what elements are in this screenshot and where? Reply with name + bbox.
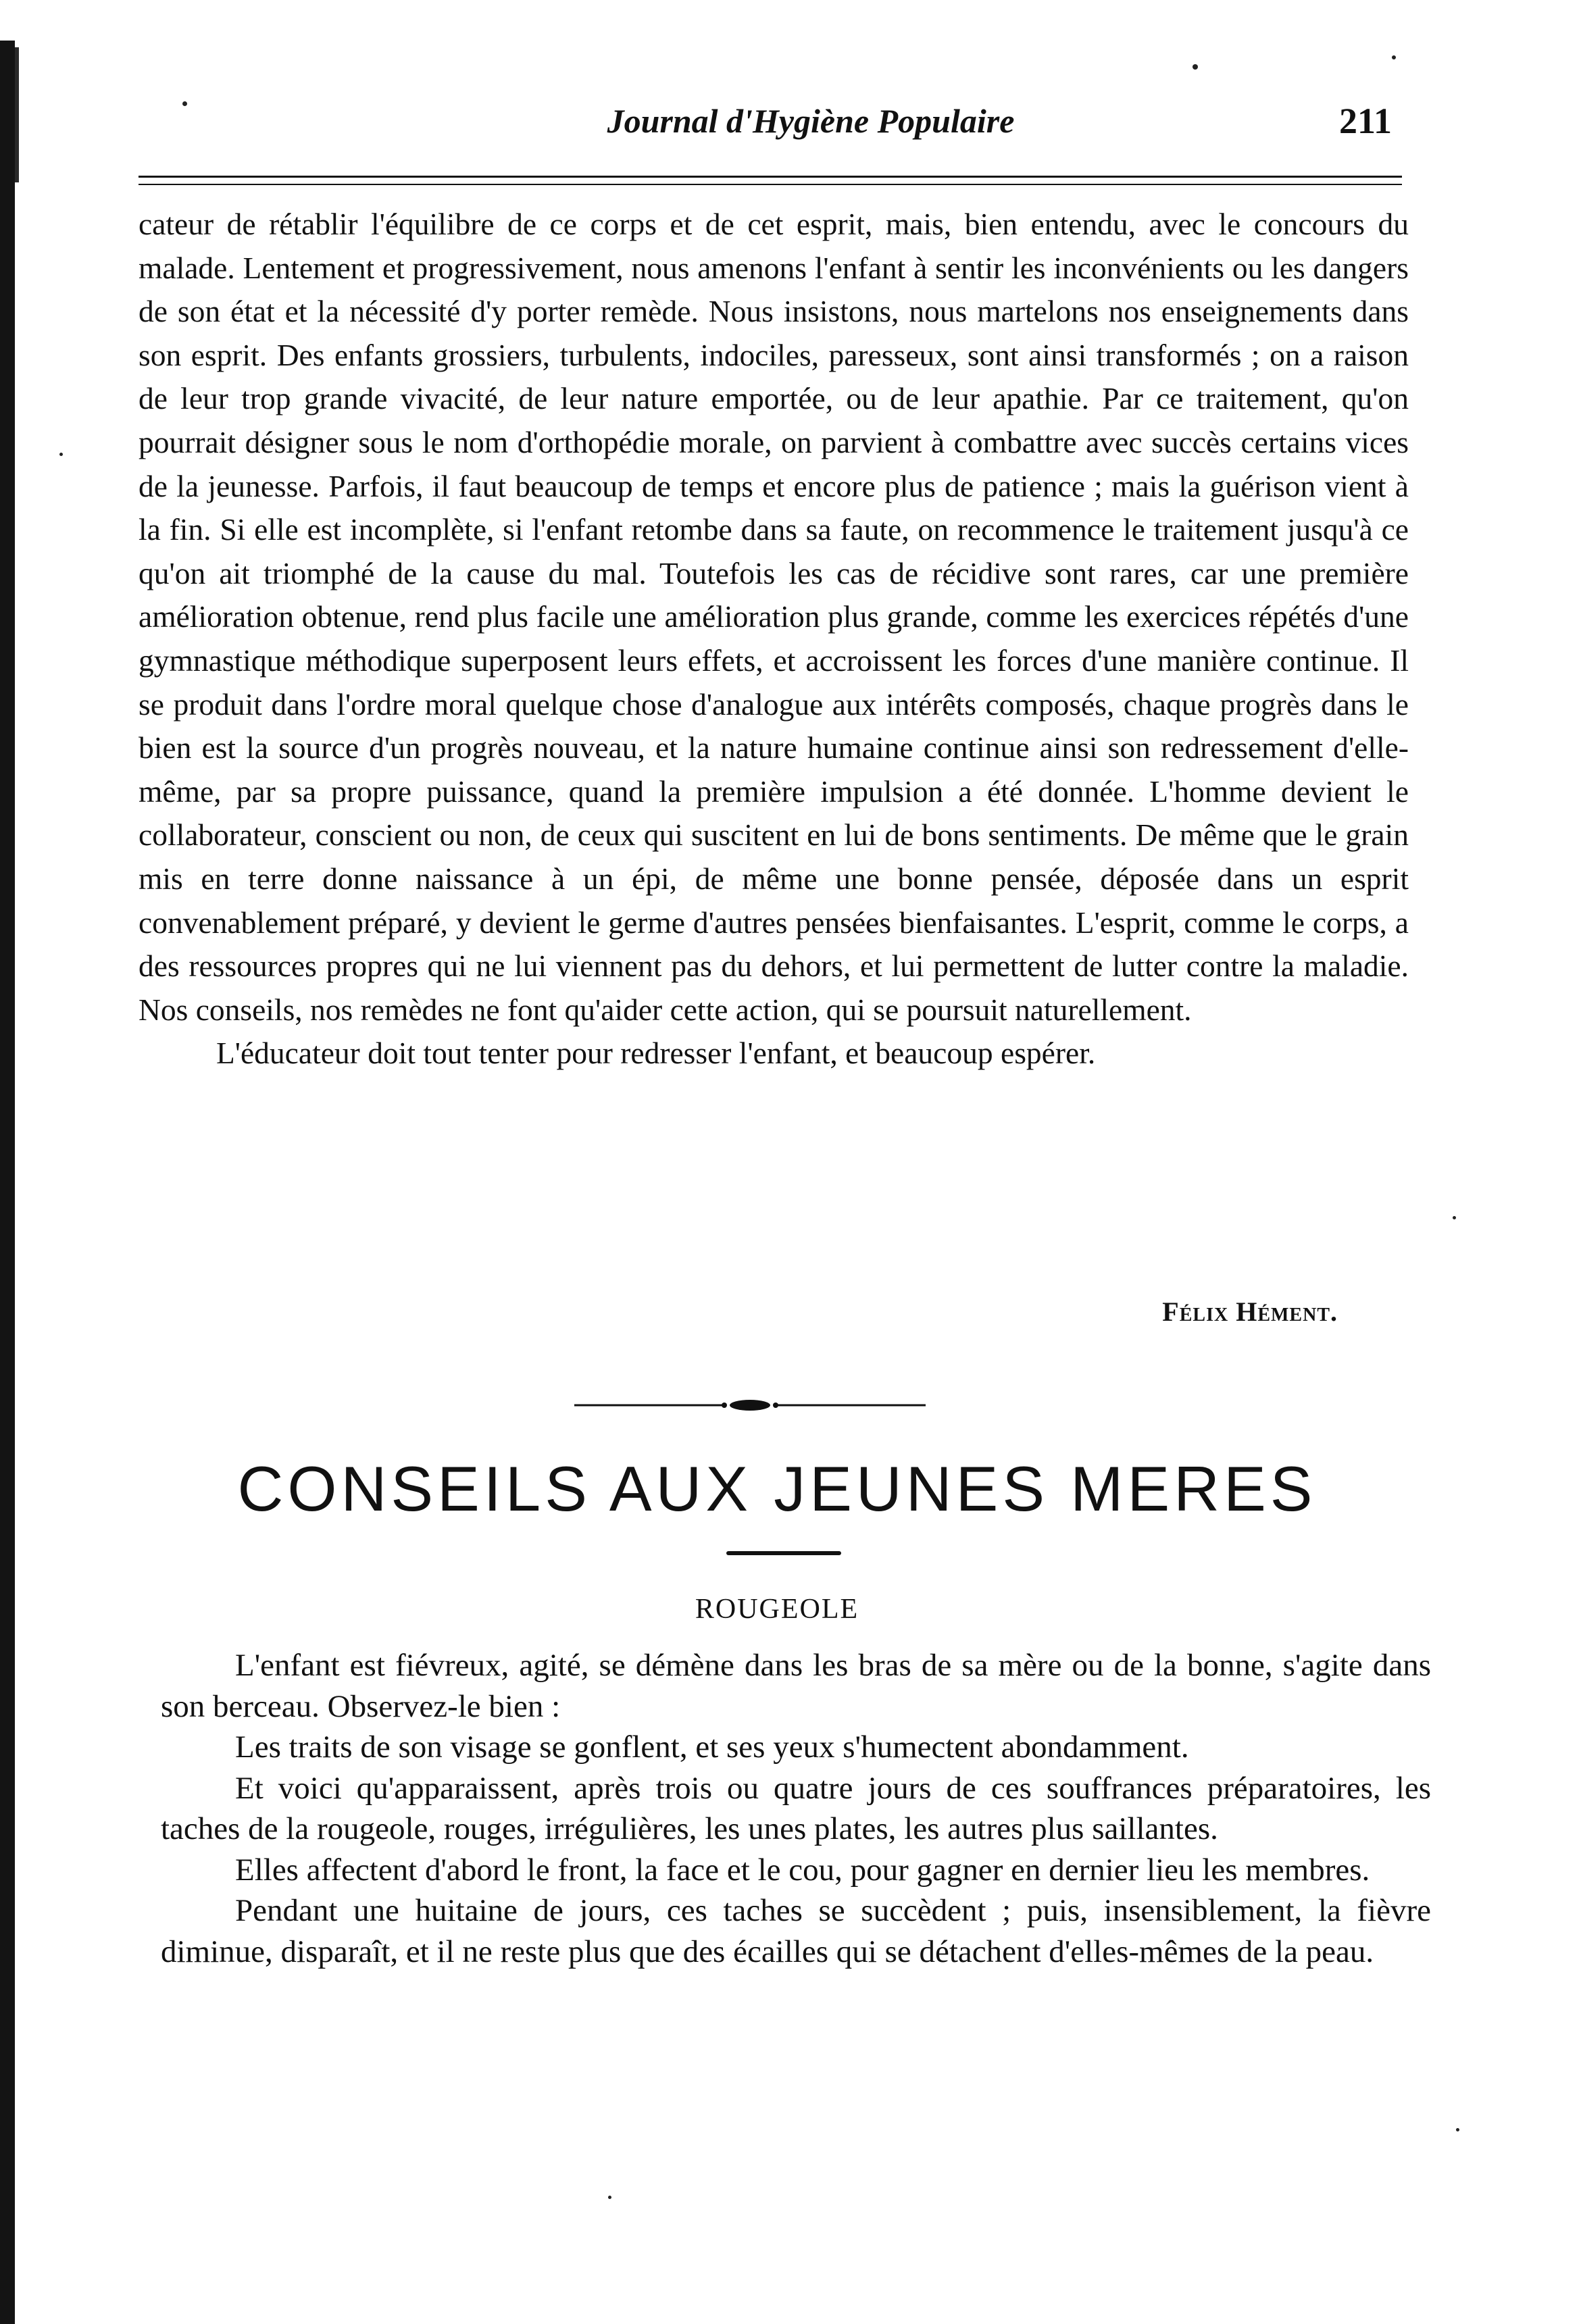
running-head bbox=[135, 95, 1412, 155]
section-paragraph: Elles affectent d'abord le front, la face et le cou, pour gagner en dernier lieu les membres. bbox=[235, 1852, 1370, 1888]
section-title: CONSEILS AUX JEUNES MERES bbox=[237, 1453, 1317, 1524]
subsection-title: ROUGEOLE bbox=[695, 1594, 859, 1625]
page-binding-edge bbox=[0, 41, 15, 2324]
article-continued-text bbox=[139, 203, 1409, 1076]
page-binding-shadow bbox=[15, 47, 19, 182]
print-speck bbox=[1392, 55, 1396, 59]
print-speck bbox=[608, 2196, 611, 2199]
section-paragraph: Les traits de son visage se gonflent, et ses yeux s'humectent abondamment. bbox=[235, 1729, 1189, 1765]
article-paragraph: L'éducateur doit tout tenter pour redresser l'enfant, et beaucoup espérer. bbox=[216, 1036, 1096, 1071]
section-paragraph: Et voici qu'apparaissent, après trois ou quatre jours de ces souffrances préparatoires, les taches de la rougeole, rouges, irrégulières, les unes plates, les autres plus saillantes. bbox=[161, 1770, 1431, 1846]
article-paragraph: cateur de rétablir l'équilibre de ce corps et de cet esprit, mais, bien entendu, avec le concours du malade. Lentement et progressivement, nous amenons l'enfant à sentir les inconvénients ou les dangers de son état et la nécessité d'y porter remède. Nous insistons, nous martelons nos enseignements dans son esprit. Des enfants grossiers, turbulents, indociles, paresseux, sont ainsi transformés ; on a raison de leur trop grande vivacité, de leur nature emportée, ou de leur apathie. Par ce traitement, qu'on pourrait désigner sous le nom d'orthopédie morale, on parvient à combattre avec succès certains vices de la jeunesse. Parfois, il faut beaucoup de temps et encore plus de patience ; mais la guérison vient à la fin. Si elle est incomplète, si l'enfant retombe dans sa faute, on recommence le traitement jusqu'à ce qu'on ait triomphé de la cause du mal. Toutefois les cas de récidive sont rares, car une première amélioration obtenue, rend plus facile une amélioration plus grande, comme les exercices répétés d'une gymnastique méthodique superposent leurs effets, et accroissent les forces d'une manière continue. Il se produit dans l'ordre moral quelque chose d'analogue aux intérêts composés, chaque progrès dans le bien est la source d'un progrès nouveau, et la nature humaine continue ainsi son redressement d'elle-même, par sa propre puissance, quand la première impulsion a été donnée. L'homme devient le collaborateur, conscient ou non, de ceux qui suscitent en lui de bons sentiments. De même que le grain mis en terre donne naissance à un épi, de même une bonne pensée, déposée dans un esprit convenablement préparé, y devient le germe d'autres pensées bienfaisantes. L'esprit, comme le corps, a des ressources propres qui ne lui viennent pas du dehors, et lui permettent de lutter contre la maladie. Nos conseils, nos remèdes ne font qu'aider cette action, qui se poursuit naturellement. bbox=[139, 207, 1409, 1027]
page-number: 211 bbox=[1338, 101, 1392, 141]
print-speck bbox=[1453, 1216, 1456, 1219]
section-paragraph: Pendant une huitaine de jours, ces taches se succèdent ; puis, insensiblement, la fièvre diminue, disparaît, et il ne reste plus que des écailles qui se détachent d'elles-mêmes de la peau. bbox=[161, 1893, 1431, 1969]
author-signature: Félix Hément. bbox=[1162, 1296, 1338, 1327]
print-speck bbox=[1193, 64, 1198, 70]
print-speck bbox=[1456, 2128, 1459, 2131]
journal-title: Journal d'Hygiène Populaire bbox=[607, 102, 1015, 140]
section-paragraph: L'enfant est fiévreux, agité, se démène dans les bras de sa mère ou de la bonne, s'agite dans son berceau. Observez-le bien : bbox=[161, 1648, 1431, 1724]
section-ornament bbox=[574, 1398, 926, 1412]
title-rule bbox=[726, 1551, 841, 1555]
header-rule bbox=[139, 176, 1402, 185]
print-speck bbox=[59, 453, 63, 456]
section-text bbox=[161, 1645, 1431, 1972]
